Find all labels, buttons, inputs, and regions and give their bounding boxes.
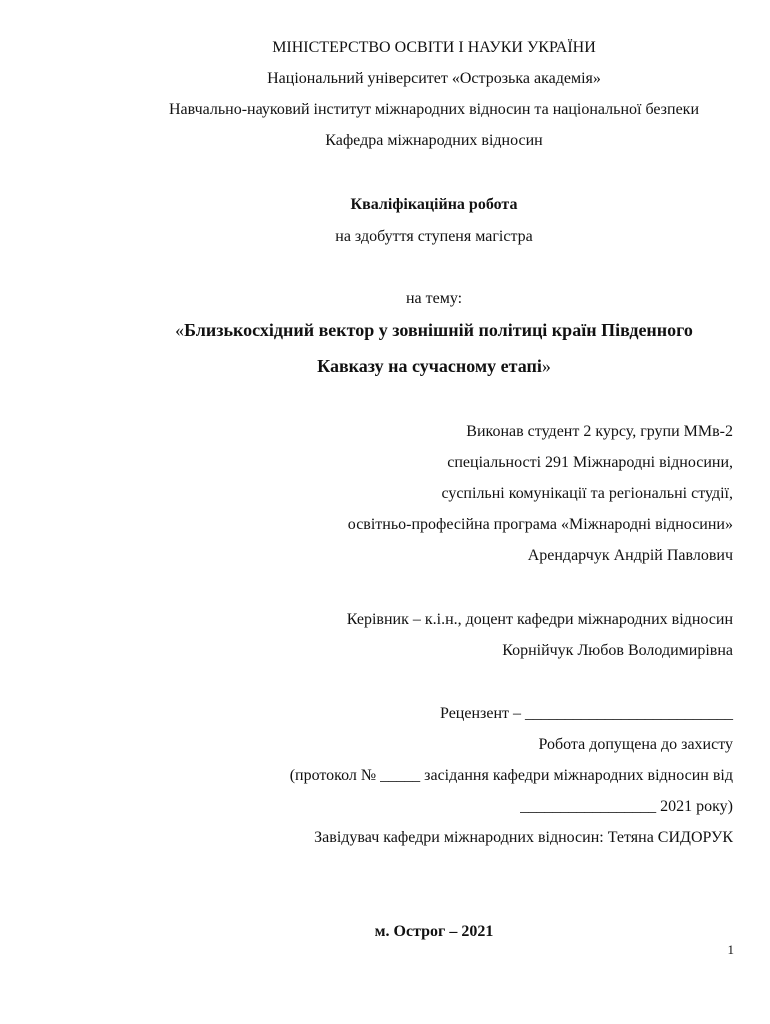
title-text-1: Близькосхідний вектор у зовнішній політиці країн Південного: [184, 320, 693, 340]
thesis-title-line-1: [0, 320, 770, 340]
department-name: Кафедра міжнародних відносин: [325, 132, 543, 149]
work-type: Кваліфікаційна робота: [350, 196, 518, 213]
author-line-2: спеціальності 291 Міжнародні відносини,: [447, 454, 733, 471]
protocol-date-line: _________________ 2021 року): [520, 798, 733, 815]
author-line-1: Виконав студент 2 курсу, групи ММв-2: [466, 423, 733, 440]
place-year: м. Острог – 2021: [374, 923, 494, 940]
title-close-quote: »: [541, 356, 551, 376]
supervisor-name: Корнійчук Любов Володимирівна: [502, 642, 733, 659]
institute-name: Навчально-науковий інститут міжнародних відносин та національної безпеки: [168, 101, 699, 118]
author-line-4: освітньо-професійна програма «Міжнародні відносини»: [347, 516, 733, 533]
title-open-quote: «: [175, 320, 185, 340]
ministry-heading: МІНІСТЕРСТВО ОСВІТИ І НАУКИ УКРАЇНИ: [272, 39, 596, 56]
page-number: 1: [727, 942, 734, 957]
admitted-line: Робота допущена до захисту: [538, 736, 733, 753]
topic-intro: на тему:: [405, 290, 463, 307]
supervisor-line: Керівник – к.і.н., доцент кафедри міжнародних відносин: [346, 611, 733, 628]
degree-line: на здобуття ступеня магістра: [335, 228, 533, 245]
author-name: Арендарчук Андрій Павлович: [527, 547, 733, 564]
title-text-2: Кавказу на сучасному етапі: [317, 356, 542, 376]
reviewer-line: Рецензент – __________________________: [440, 705, 733, 722]
university-name: Національний університет «Острозька академія»: [267, 70, 601, 87]
department-head-line: Завідувач кафедри міжнародних відносин: Тетяна СИДОРУК: [314, 829, 733, 846]
protocol-line: (протокол № _____ засідання кафедри міжнародних відносин від: [289, 767, 733, 784]
thesis-title-line-2: [0, 356, 770, 376]
author-line-3: суспільні комунікації та регіональні студії,: [441, 485, 733, 502]
